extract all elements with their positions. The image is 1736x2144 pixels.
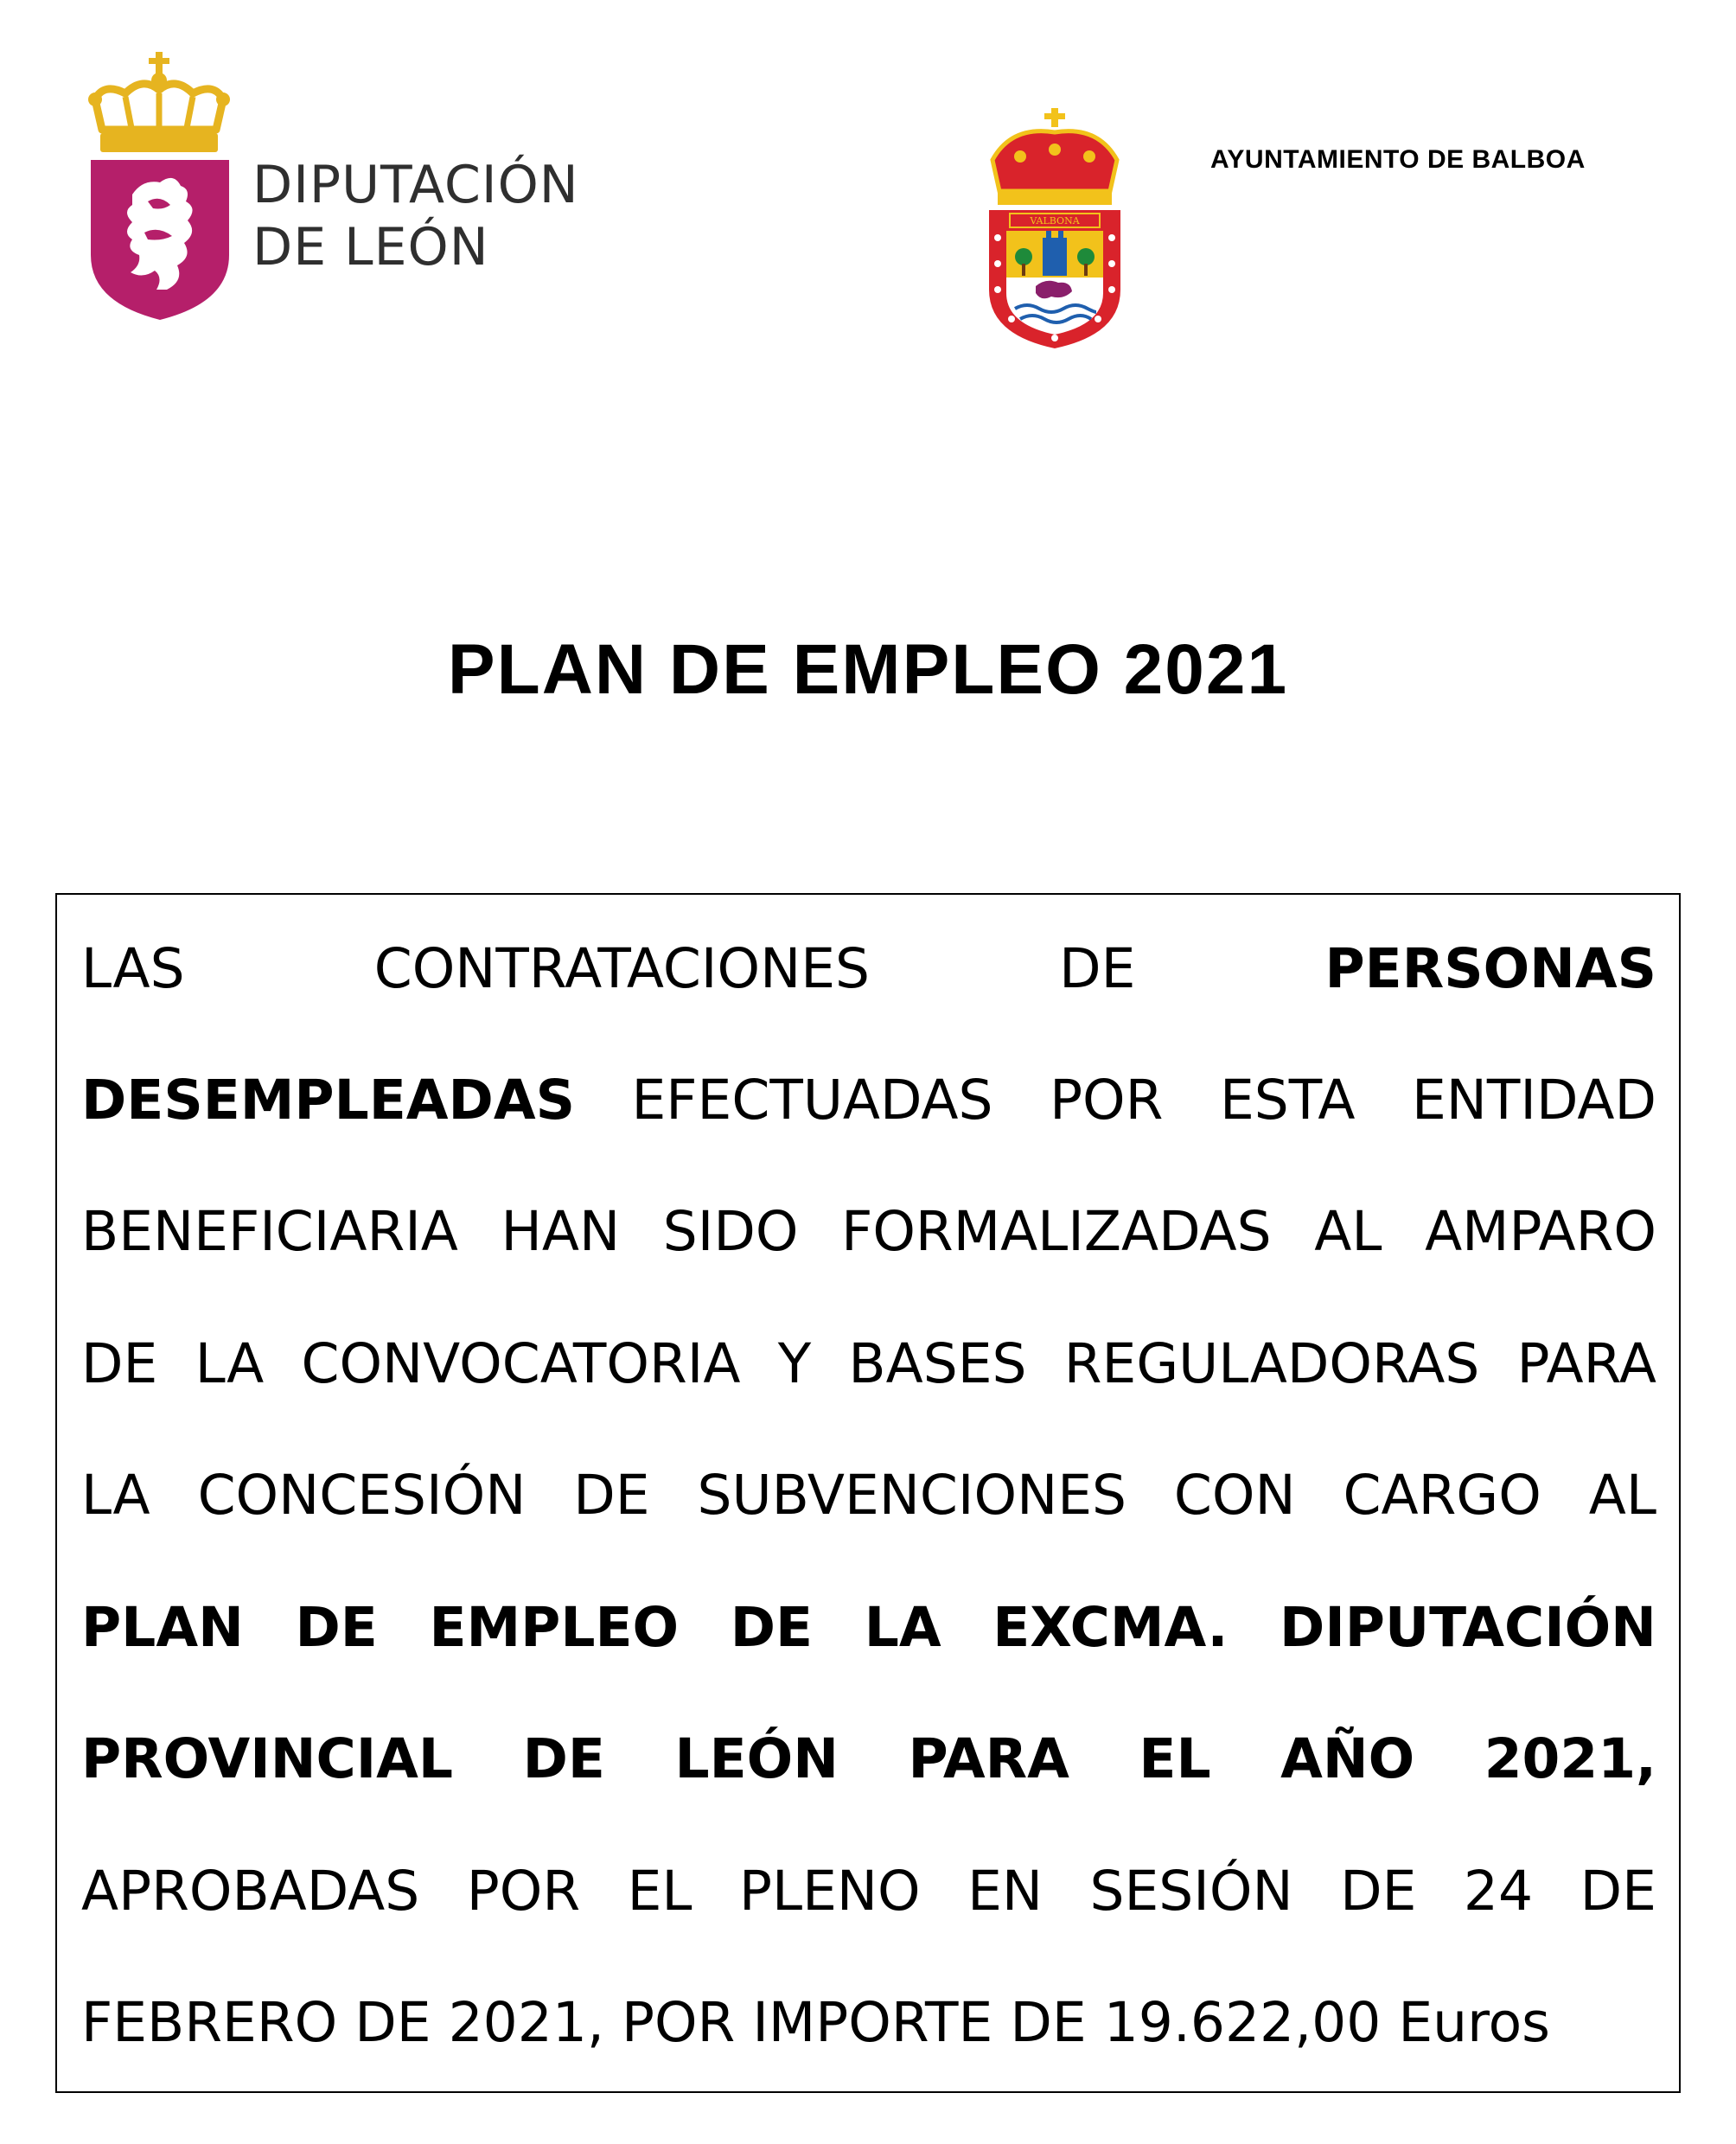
notice-word: LA bbox=[195, 1332, 265, 1395]
notice-word: POR bbox=[466, 1860, 581, 1923]
notice-word: PROVINCIAL bbox=[81, 1727, 454, 1790]
notice-word: SUBVENCIONES bbox=[697, 1464, 1126, 1527]
notice-word: 2021, bbox=[1484, 1727, 1656, 1790]
notice-line-9 bbox=[81, 1988, 1656, 2058]
notice-word: AÑO bbox=[1280, 1727, 1415, 1790]
notice-word: EMPLEO bbox=[429, 1596, 680, 1659]
notice-word: SESIÓN bbox=[1089, 1860, 1293, 1923]
notice-word: DE bbox=[522, 1727, 605, 1790]
notice-word: POR bbox=[1050, 1069, 1164, 1132]
notice-word: SIDO bbox=[662, 1200, 799, 1263]
notice-word: AL bbox=[1588, 1464, 1656, 1527]
notice-word: PLENO bbox=[738, 1860, 921, 1923]
notice-word: AMPARO bbox=[1425, 1200, 1656, 1263]
notice-line-8 bbox=[81, 1857, 1656, 1926]
notice-word: HAN bbox=[501, 1200, 621, 1263]
notice-word: DE bbox=[1059, 937, 1136, 1000]
notice-word: LEÓN bbox=[674, 1727, 839, 1790]
notice-word: CONTRATACIONES bbox=[373, 937, 870, 1000]
notice-word: EL bbox=[1139, 1727, 1211, 1790]
notice-word: PARA bbox=[1516, 1332, 1656, 1395]
notice-word: PARA bbox=[908, 1727, 1069, 1790]
notice-word: CONVOCATORIA bbox=[301, 1332, 741, 1395]
notice-word: DE bbox=[1580, 1860, 1656, 1923]
notice-word: EL bbox=[627, 1860, 692, 1923]
ayuntamiento-label: AYUNTAMIENTO DE BALBOA bbox=[1210, 145, 1586, 174]
notice-word: CARGO bbox=[1343, 1464, 1541, 1527]
notice-word: FEBRERO DE 2021, POR IMPORTE DE 19.622,00 Euros bbox=[81, 1991, 1550, 2054]
notice-word: PLAN bbox=[81, 1596, 244, 1659]
diputacion-logo-line2: DE LEÓN bbox=[252, 217, 489, 278]
notice-word: AL bbox=[1314, 1200, 1382, 1263]
notice-word: REGULADORAS bbox=[1063, 1332, 1480, 1395]
notice-word: PERSONAS bbox=[1324, 937, 1656, 1000]
lion-shield-icon bbox=[91, 160, 229, 320]
notice-line-4 bbox=[81, 1330, 1656, 1399]
notice-box bbox=[55, 893, 1681, 2093]
notice-word: DE bbox=[1340, 1860, 1417, 1923]
notice-word: LA bbox=[81, 1464, 150, 1527]
balboa-coat-of-arms-icon bbox=[986, 108, 1124, 350]
crown-icon bbox=[86, 52, 233, 160]
notice-word: DE bbox=[573, 1464, 650, 1527]
notice-word: EFECTUADAS bbox=[631, 1069, 993, 1132]
balboa-banner-text: VALBONA bbox=[1030, 215, 1080, 227]
notice-word: LA bbox=[864, 1596, 941, 1659]
notice-word: LAS bbox=[81, 937, 185, 1000]
notice-line-5 bbox=[81, 1461, 1656, 1530]
notice-word: DESEMPLEADAS bbox=[81, 1069, 575, 1132]
notice-word: DE bbox=[730, 1596, 814, 1659]
notice-word: ESTA bbox=[1219, 1069, 1356, 1132]
notice-word: EN bbox=[967, 1860, 1044, 1923]
diputacion-leon-logo bbox=[86, 52, 622, 329]
notice-line-6 bbox=[81, 1593, 1656, 1662]
page-title: PLAN DE EMPLEO 2021 bbox=[447, 630, 1289, 709]
notice-word: DE bbox=[295, 1596, 378, 1659]
diputacion-logo-line1: DIPUTACIÓN bbox=[252, 155, 579, 215]
notice-line-7 bbox=[81, 1725, 1656, 1794]
notice-line-2 bbox=[81, 1066, 1656, 1135]
notice-word: ENTIDAD bbox=[1411, 1069, 1656, 1132]
notice-word: DIPUTACIÓN bbox=[1280, 1596, 1656, 1659]
notice-word: Y bbox=[777, 1332, 812, 1395]
notice-word: CONCESIÓN bbox=[197, 1464, 527, 1527]
notice-word: 24 bbox=[1463, 1860, 1534, 1923]
notice-word: CON bbox=[1173, 1464, 1296, 1527]
notice-word: APROBADAS bbox=[81, 1860, 420, 1923]
notice-word: BENEFICIARIA bbox=[81, 1200, 458, 1263]
notice-word: FORMALIZADAS bbox=[841, 1200, 1272, 1263]
notice-word: EXCMA. bbox=[992, 1596, 1229, 1659]
notice-line-3 bbox=[81, 1197, 1656, 1267]
notice-word: BASES bbox=[848, 1332, 1027, 1395]
notice-line-1 bbox=[81, 935, 1656, 1004]
notice-word: DE bbox=[81, 1332, 158, 1395]
